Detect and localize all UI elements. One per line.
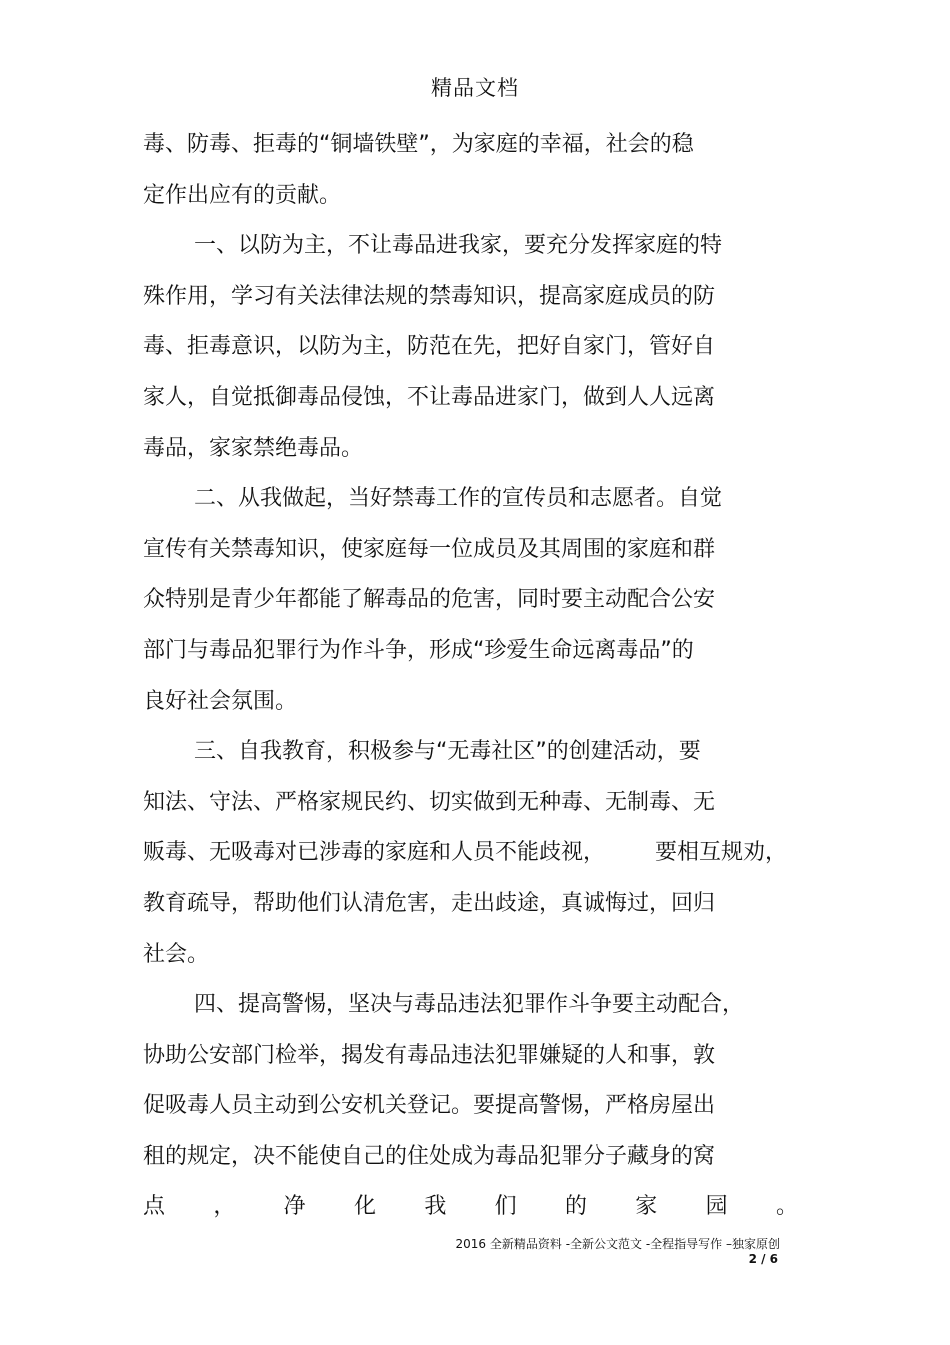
paragraph-start: 一、以防为主，不让毒品进我家，要充分发挥家庭的特: [194, 233, 723, 259]
text-char: 们: [494, 1194, 517, 1220]
text-line: 租的规定，决不能使自己的住处成为毒品犯罪分子藏身的窝: [143, 1143, 716, 1169]
text-char: 净: [283, 1194, 306, 1220]
text-segment: 贩毒、无吸毒对已涉毒的家庭和人员不能歧视，: [143, 840, 606, 866]
text-char: 我: [424, 1194, 447, 1220]
paragraph-start: 三、自我教育，积极参与“无毒社区”的创建活动，要: [194, 739, 701, 765]
text-char: 的: [564, 1194, 587, 1220]
text-segment: 要相互规劝，: [655, 840, 788, 866]
text-line: 部门与毒品犯罪行为作斗争，形成“珍爱生命远离毒品”的: [143, 637, 694, 663]
page-number: 2 / 6: [748, 1252, 778, 1266]
page-footer-text: 2016 全新精品资料 -全新公文范文 -全程指导写作 –独家原创: [455, 1237, 780, 1251]
text-line: 毒品，家家禁绝毒品。: [143, 435, 364, 461]
text-char: ，: [213, 1194, 236, 1220]
text-line: 殊作用，学习有关法律法规的禁毒知识，提高家庭成员的防: [143, 283, 716, 309]
text-line: 毒、防毒、拒毒的“铜墙铁壁”，为家庭的幸福，社会的稳: [143, 132, 694, 157]
text-line: 良好社会氛围。: [143, 688, 298, 714]
paragraph-start: 二、从我做起，当好禁毒工作的宣传员和志愿者。自觉: [194, 486, 723, 512]
text-line: 知法、守法、严格家规民约、切实做到无种毒、无制毒、无: [143, 789, 716, 815]
text-char: 家: [635, 1194, 658, 1220]
text-char: 点: [143, 1194, 166, 1220]
text-char: 化: [353, 1194, 376, 1220]
text-char: 。: [775, 1194, 798, 1220]
text-line: 家人，自觉抵御毒品侵蚀，不让毒品进家门，做到人人远离: [143, 384, 716, 410]
page-header-title: 精品文档: [431, 76, 519, 100]
text-line: 促吸毒人员主动到公安机关登记。要提高警惕，严格房屋出: [143, 1093, 716, 1119]
text-line: 教育疏导，帮助他们认清危害，走出歧途，真诚悔过，回归: [143, 890, 716, 916]
text-line: 社会。: [143, 941, 210, 967]
text-line: 协助公安部门检举，揭发有毒品违法犯罪嫌疑的人和事，敦: [143, 1042, 716, 1068]
document-body: [143, 120, 803, 1233]
text-line: 众特别是青少年都能了解毒品的危害，同时要主动配合公安: [143, 587, 716, 613]
text-line: [143, 828, 803, 879]
text-line: 定作出应有的贡献。: [143, 182, 342, 208]
text-line: 毒、拒毒意识，以防为主，防范在先，把好自家门，管好自: [143, 334, 716, 360]
text-char: 园: [705, 1194, 728, 1220]
paragraph-start: 四、提高警惕，坚决与毒品违法犯罪作斗争要主动配合，: [194, 992, 745, 1018]
justified-last-line: [143, 1182, 798, 1233]
text-line: 宣传有关禁毒知识，使家庭每一位成员及其周围的家庭和群: [143, 536, 716, 562]
